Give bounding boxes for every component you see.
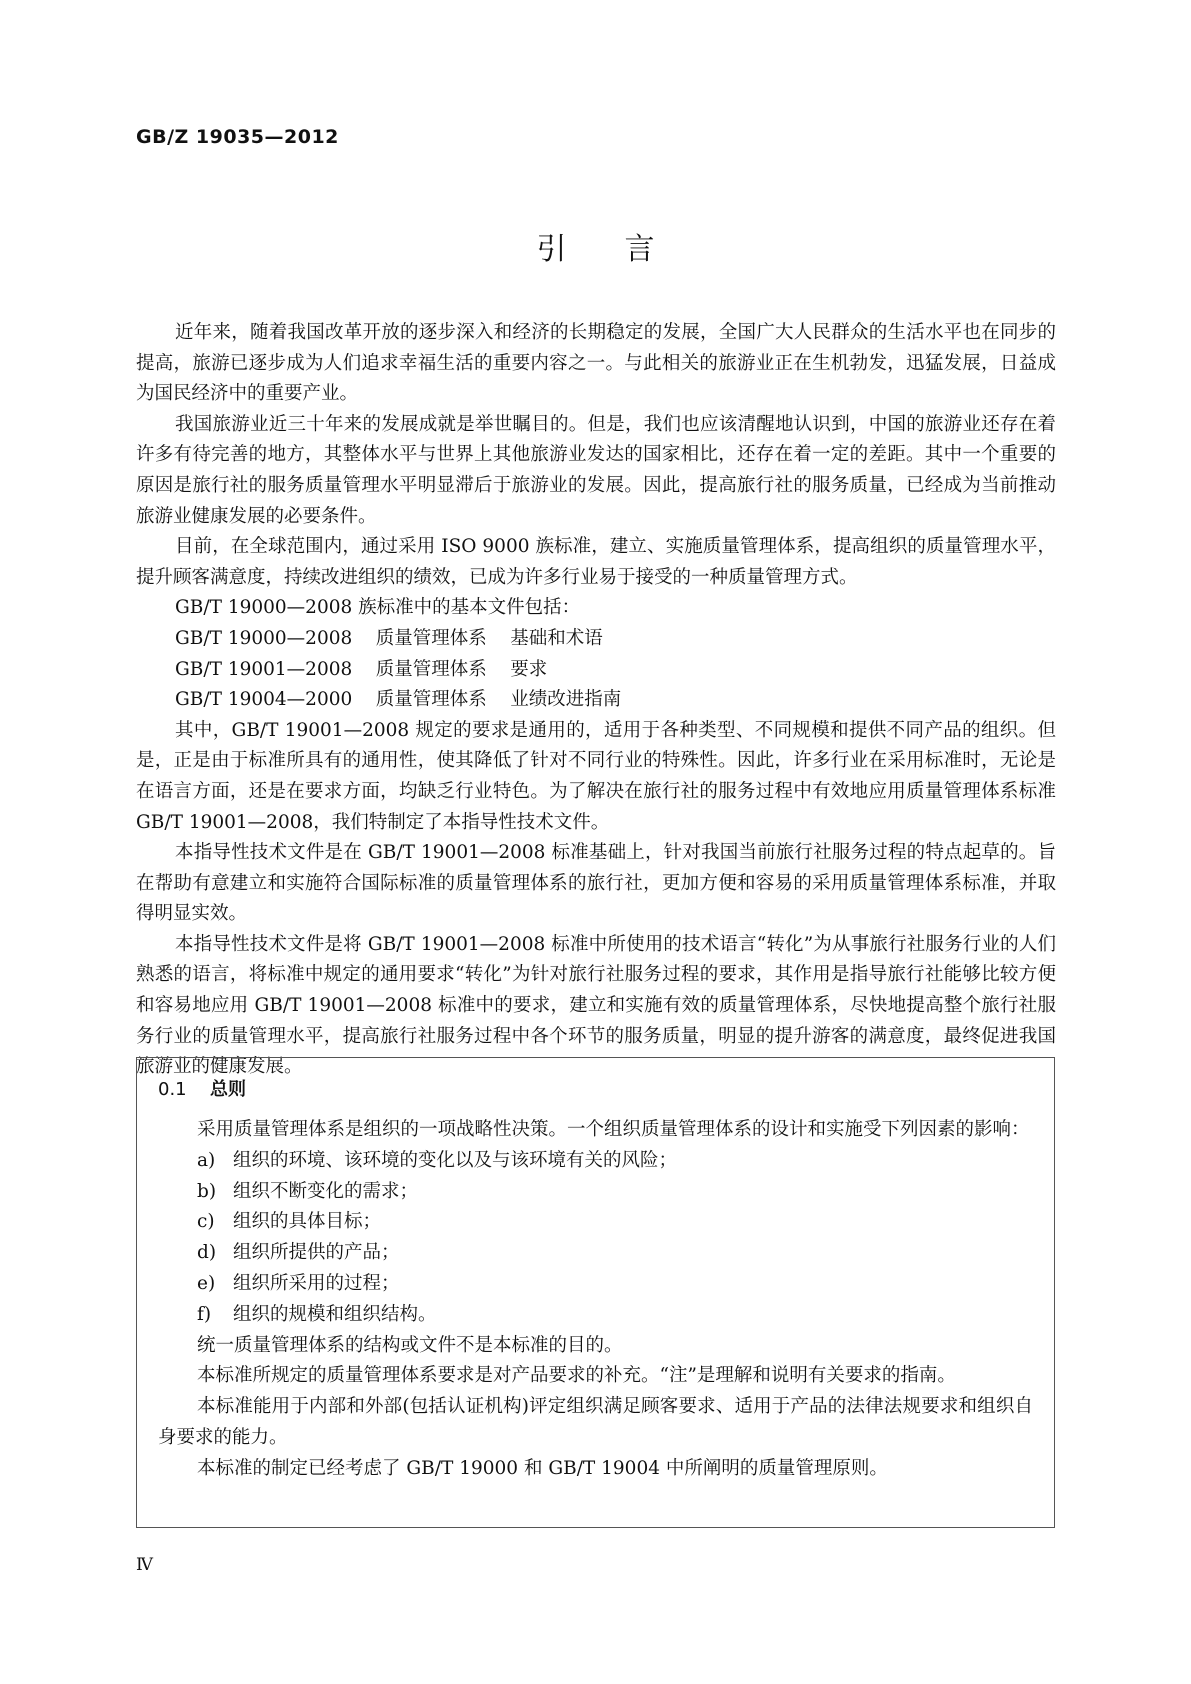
- clause-paragraph: 统一质量管理体系的结构或文件不是本标准的目的。: [197, 1334, 623, 1356]
- reference-line: GB/T 19004—2000 质量管理体系 业绩改进指南: [175, 689, 622, 711]
- clause-number: 0.1: [158, 1079, 187, 1100]
- general-clause-box: [136, 1057, 1055, 1528]
- list-item-text: 组织所采用的过程；: [233, 1272, 400, 1294]
- page-number: Ⅳ: [136, 1555, 153, 1575]
- list-marker: c): [197, 1211, 215, 1233]
- clause-paragraph: 本标准的制定已经考虑了 GB/T 19000 和 GB/T 19004 中所阐明的质量管理原则。: [197, 1457, 888, 1479]
- list-item: [158, 1269, 1033, 1300]
- clause-heading: [158, 1075, 1033, 1101]
- list-marker: e): [197, 1272, 216, 1294]
- clause-intro: 采用质量管理体系是组织的一项战略性决策。一个组织质量管理体系的设计和实施受下列因素的影响：: [197, 1119, 1030, 1140]
- list-item: [158, 1207, 1033, 1238]
- list-marker: b): [197, 1180, 217, 1202]
- list-item: [158, 1300, 1033, 1331]
- paragraph: GB/T 19000—2008 族标准中的基本文件包括：: [175, 597, 581, 619]
- list-marker: f): [197, 1303, 212, 1325]
- list-item-text: 组织的规模和组织结构。: [233, 1303, 437, 1325]
- list-item-text: 组织的环境、该环境的变化以及与该环境有关的风险；: [233, 1149, 678, 1171]
- clause-title: 总则: [210, 1079, 246, 1100]
- list-marker: a): [197, 1149, 216, 1171]
- paragraph: 我国旅游业近三十年来的发展成就是举世瞩目的。但是，我们也应该清醒地认识到，中国的旅游业还存在着许多有待完善的地方，其整体水平与世界上其他旅游业发达的国家相比，还存在着一定的差距。其中一个重要的原因是旅行社的服务质量管理水平明显滞后于旅游业的发展。因此，提高旅行社的服务质量，已经成为当前推动旅游业健康发展的必要条件。: [136, 413, 1056, 527]
- list-item-text: 组织的具体目标；: [233, 1211, 382, 1233]
- introduction-body: [136, 318, 1056, 1083]
- list-item: [158, 1238, 1033, 1269]
- list-item: [158, 1177, 1033, 1208]
- standard-code: GB/Z 19035—2012: [136, 126, 339, 148]
- reference-line: GB/T 19001—2008 质量管理体系 要求: [175, 658, 548, 680]
- clause-paragraph: 本标准能用于内部和外部(包括认证机构)评定组织满足顾客要求、适用于产品的法律法规要求和组织自身要求的能力。: [158, 1396, 1033, 1448]
- paragraph: 其中，GB/T 19001—2008 规定的要求是通用的，适用于各种类型、不同规模和提供不同产品的组织。但是，正是由于标准所具有的通用性，使其降低了针对不同行业的特殊性。因此，许多行业在采用标准时，无论是在语言方面，还是在要求方面，均缺乏行业特色。为了解决在旅行社的服务过程中有效地应用质量管理体系标准 GB/T 19001—2008，我们特制定了本指导性技术文件。: [136, 719, 1056, 833]
- paragraph: 目前，在全球范围内，通过采用 ISO 9000 族标准，建立、实施质量管理体系，提高组织的质量管理水平，提升顾客满意度，持续改进组织的绩效，已成为许多行业易于接受的一种质量管理方式。: [136, 536, 1056, 588]
- list-item-text: 组织所提供的产品；: [233, 1242, 400, 1264]
- page-title: 引言: [536, 232, 713, 267]
- reference-line: GB/T 19000—2008 质量管理体系 基础和术语: [175, 627, 603, 649]
- list-item: [158, 1146, 1033, 1177]
- paragraph: 本指导性技术文件是在 GB/T 19001—2008 标准基础上，针对我国当前旅行社服务过程的特点起草的。旨在帮助有意建立和实施符合国际标准的质量管理体系的旅行社，更加方便和容易的采用质量管理体系标准，并取得明显实效。: [136, 842, 1056, 925]
- list-item-text: 组织不断变化的需求；: [233, 1180, 419, 1202]
- list-marker: d): [197, 1242, 217, 1264]
- paragraph: 近年来，随着我国改革开放的逐步深入和经济的长期稳定的发展，全国广大人民群众的生活水平也在同步的提高，旅游已逐步成为人们追求幸福生活的重要内容之一。与此相关的旅游业正在生机勃发，迅猛发展，日益成为国民经济中的重要产业。: [136, 322, 1056, 405]
- clause-paragraph: 本标准所规定的质量管理体系要求是对产品要求的补充。“注”是理解和说明有关要求的指南。: [197, 1365, 956, 1387]
- paragraph: 本指导性技术文件是将 GB/T 19001—2008 标准中所使用的技术语言“转化”为从事旅行社服务行业的人们熟悉的语言，将标准中规定的通用要求“转化”为针对旅行社服务过程的要求，其作用是指导旅行社能够比较方便和容易地应用 GB/T 19001—2008 标准中的要求，建立和实施有效的质量管理体系，尽快地提高整个旅行社服务行业的质量管理水平，提高旅行社服务过程中各个环节的服务质量，明显的提升游客的满意度，最终促进我国旅游业的健康发展。: [136, 933, 1056, 1078]
